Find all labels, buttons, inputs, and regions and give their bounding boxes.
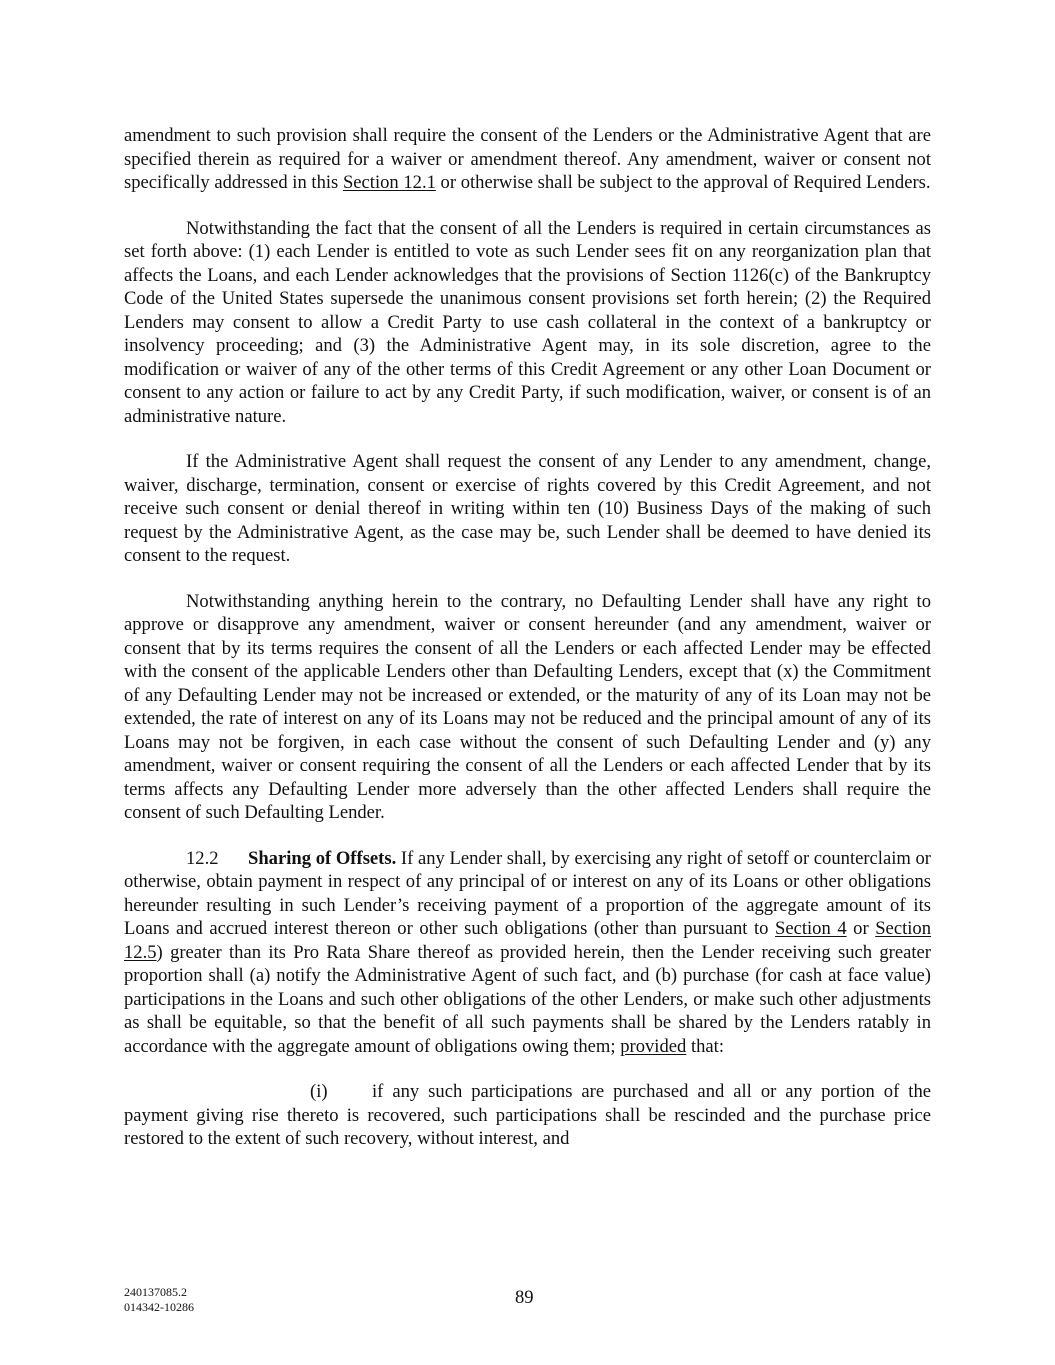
paragraph-text: amendment to such provision shall require the consent of the Lenders or the Administrative Agent that are specified therein as required for a waiver or amendment thereof. Any amendment, waiver or consent not specifically addressed in this bbox=[124, 125, 931, 193]
section-12-2-sharing-of-offsets bbox=[124, 847, 931, 1059]
paragraph-amendment-continuation bbox=[124, 124, 931, 195]
paragraph-notwithstanding-consent: Notwithstanding the fact that the consent of all the Lenders is required in certain circumstances as set forth above: (1) each Lender is entitled to vote as such Lender sees fit on any reorganization plan that affects the Loans, and each Lender acknowledges that the provisions of Section 1126(c) of the Bankruptcy Code of the United States supersede the unanimous consent provisions set forth herein; (2) the Required Lenders may consent to allow a Credit Party to use cash collateral in the context of a bankruptcy or insolvency proceeding; and (3) the Administrative Agent may, in its sole discretion, agree to the modification or waiver of any of the other terms of this Credit Agreement or any other Loan Document or consent to any action or failure to act by any Credit Party, if such modification, waiver, or consent is of an administrative nature. bbox=[124, 217, 931, 427]
paragraph-text: or otherwise shall be subject to the approval of Required Lenders. bbox=[435, 172, 931, 193]
paragraph-consent-request: If the Administrative Agent shall request the consent of any Lender to any amendment, change, waiver, discharge, termination, consent or exercise of rights covered by this Credit Agreement, and not receive such consent or denial thereof in writing within ten (10) Business Days of the making of such request by the Administrative Agent, as the case may be, such Lender shall be deemed to have denied its consent to the request. bbox=[124, 451, 931, 566]
section-text: If any Lender shall, by exercising any right of setoff or counterclaim or otherwise, obtain payment in respect of any principal of or interest on any of its Loans or other obligations hereunder resulting in such Lender’s receiving payment of a proportion of the aggregate amount of its Loans and accrued interest thereon or other such obligations (other than pursuant to bbox=[124, 847, 932, 939]
clause-text: if any such participations are purchased and all or any portion of the payment giving rise thereto is recovered, such participations shall be rescinded and the purchase price restored to the extent of such recovery, without interest, and bbox=[124, 1081, 931, 1149]
document-page bbox=[124, 124, 931, 1173]
section-12-1-reference[interactable]: Section 12.1 bbox=[342, 172, 436, 193]
section-12-5-reference[interactable]: Section 12.5 bbox=[124, 918, 931, 963]
clause-i bbox=[124, 1080, 931, 1151]
section-4-reference[interactable]: Section 4 bbox=[775, 918, 847, 939]
page-number: 89 bbox=[515, 1287, 534, 1308]
section-text: ) greater than its Pro Rata Share thereof as provided herein, then the Lender receiving such greater proportion shall (a) notify the Administrative Agent of such fact, and (b) purchase (for cash at face value) participations in the Loans and such other obligations of the other Lenders, or make such other adjustments as shall be equitable, so that the benefit of all such payments shall be shared by the Lenders ratably in accordance with the aggregate amount of obligations owing them; bbox=[124, 941, 931, 1057]
paragraph-defaulting-lender: Notwithstanding anything herein to the contrary, no Defaulting Lender shall have any right to approve or disapprove any amendment, waiver or consent hereunder (and any amendment, waiver or consent that by its terms requires the consent of all the Lenders or each affected Lender may be effected with the consent of the applicable Lenders other than Defaulting Lenders, except that (x) the Commitment of any Defaulting Lender may not be increased or extended, or the maturity of any of its Loan may not be extended, the rate of interest on any of its Loans may not be reduced and the principal amount of any of its Loans may not be forgiven, in each case without the consent of such Defaulting Lender and (y) any amendment, waiver or consent requiring the consent of all the Lenders or each affected Lender that by its terms affects any Defaulting Lender more adversely than the other affected Lenders shall require the consent of such Defaulting Lender. bbox=[124, 590, 931, 823]
footer-doc-number: 240137085.2 bbox=[124, 1285, 187, 1299]
section-text: that: bbox=[686, 1035, 725, 1057]
footer-matter-number: 014342-10286 bbox=[124, 1300, 194, 1314]
section-text: or bbox=[846, 918, 876, 939]
section-number: 12.2 bbox=[186, 847, 219, 869]
section-heading: Sharing of Offsets. bbox=[248, 847, 397, 869]
footer-document-id bbox=[124, 1285, 194, 1315]
provided-term: provided bbox=[620, 1035, 687, 1057]
clause-label: (i) bbox=[310, 1081, 328, 1102]
